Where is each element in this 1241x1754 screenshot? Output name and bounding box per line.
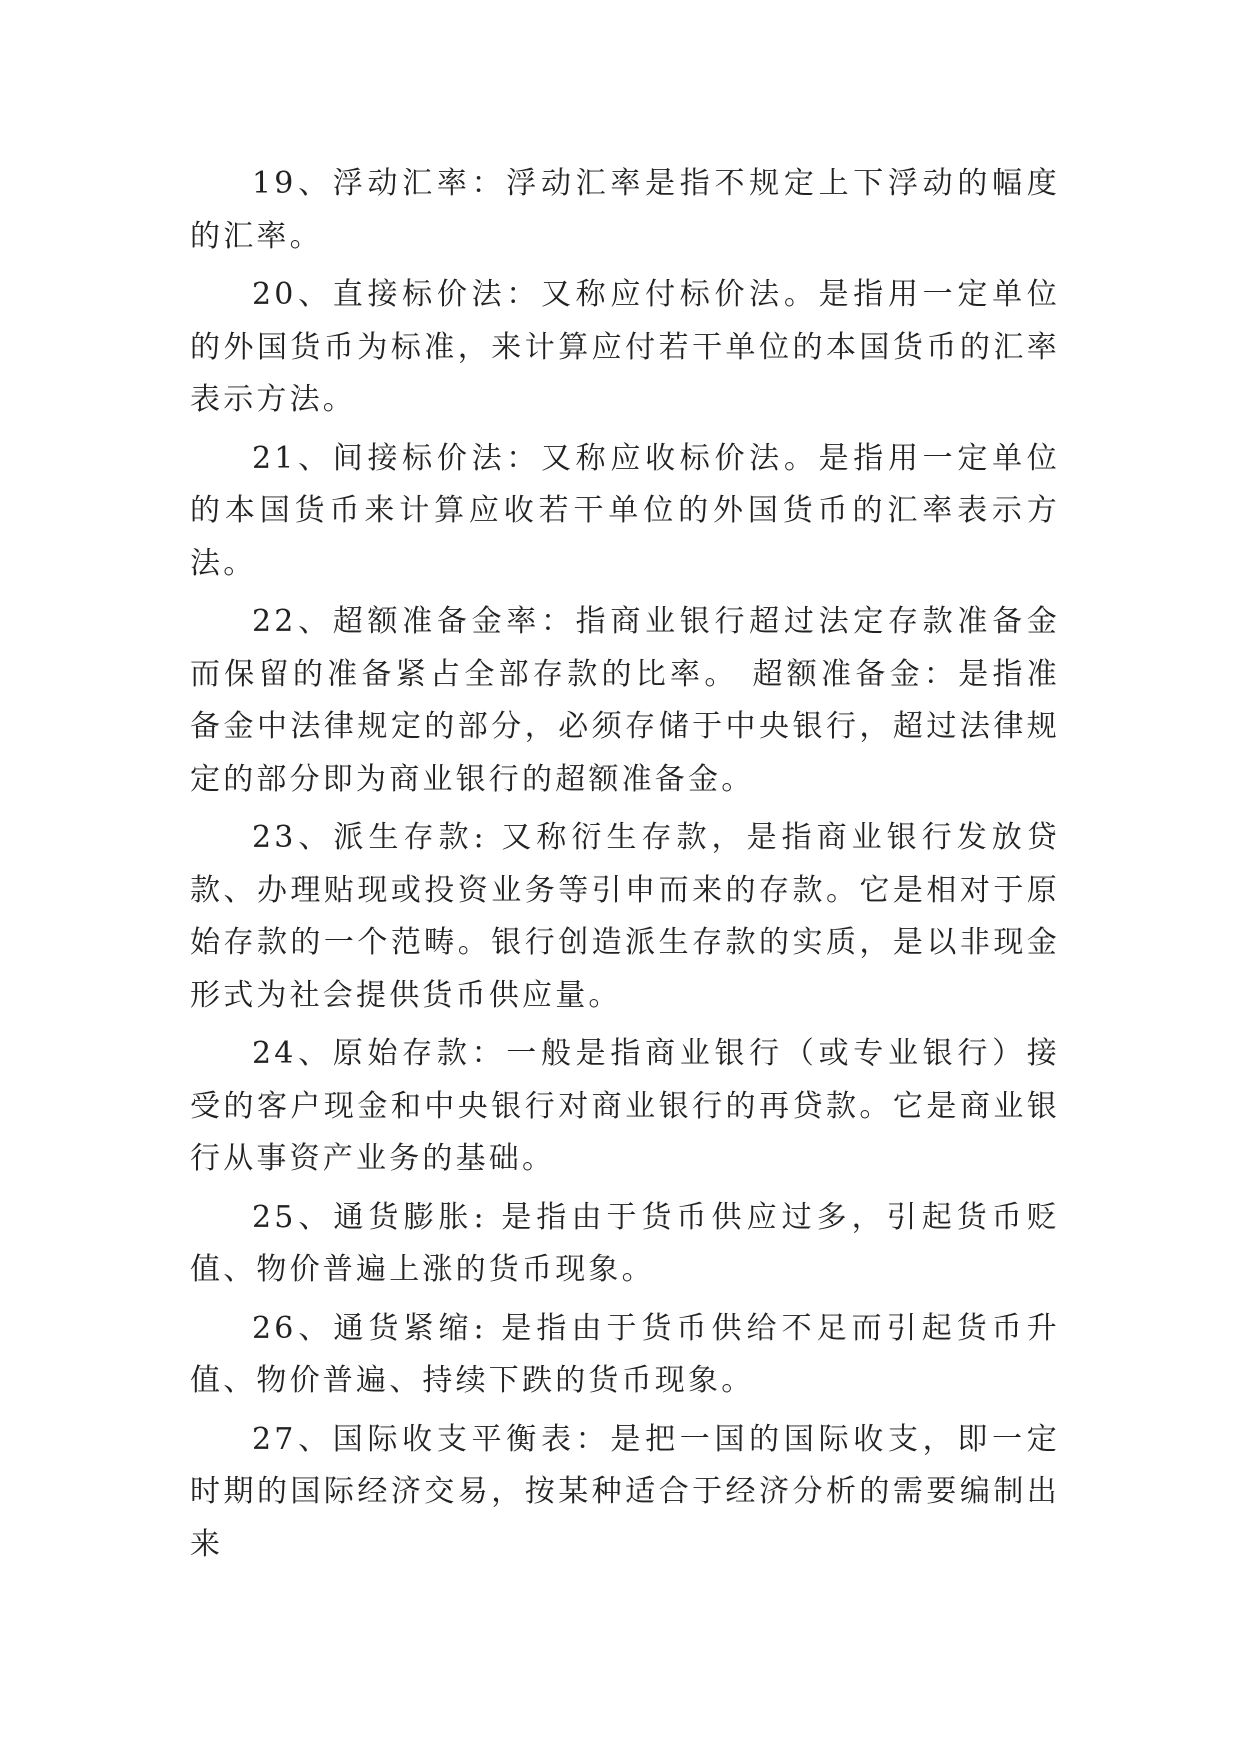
paragraph-24-primary-deposit: 24、原始存款：一般是指商业银行（或专业银行）接受的客户现金和中央银行对商业银行的再贷款。它是商业银行从事资产业务的基础。 <box>190 1036 1060 1176</box>
paragraph-23-derivative-deposit: 23、派生存款: 又称衍生存款，是指商业银行发放贷款、办理贴现或投资业务等引申而来的存款。它是相对于原始存款的一个范畴。银行创造派生存款的实质，是以非现金形式为社会提供货币供应量。 <box>190 820 1060 1013</box>
paragraph-19-floating-exchange-rate: 19、浮动汇率：浮动汇率是指不规定上下浮动的幅度的汇率。 <box>190 166 1060 254</box>
paragraph-26-deflation: 26、通货紧缩: 是指由于货币供给不足而引起货币升值、物价普遍、持续下跌的货币现象。 <box>190 1310 1060 1398</box>
paragraph-22-excess-reserve-ratio: 22、超额准备金率：指商业银行超过法定存款准备金而保留的准备紧占全部存款的比率。 超额准备金：是指准备金中法律规定的部分，必须存储于中央银行，超过法律规定的部分即为商业银行的超额准备金。 <box>190 604 1060 797</box>
paragraph-20-direct-quotation: 20、直接标价法：又称应付标价法。是指用一定单位的外国货币为标准，来计算应付若干单位的本国货币的汇率表示方法。 <box>190 277 1060 417</box>
paragraph-21-indirect-quotation: 21、间接标价法：又称应收标价法。是指用一定单位的本国货币来计算应收若干单位的外国货币的汇率表示方法。 <box>190 440 1060 581</box>
paragraph-25-inflation: 25、通货膨胀: 是指由于货币供应过多，引起货币贬值、物价普遍上涨的货币现象。 <box>190 1199 1060 1287</box>
document-body <box>190 158 1060 1577</box>
paragraph-27-balance-of-payments: 27、国际收支平衡表：是把一国的国际收支，即一定时期的国际经济交易，按某种适合于经济分析的需要编制出来 <box>190 1421 1060 1562</box>
